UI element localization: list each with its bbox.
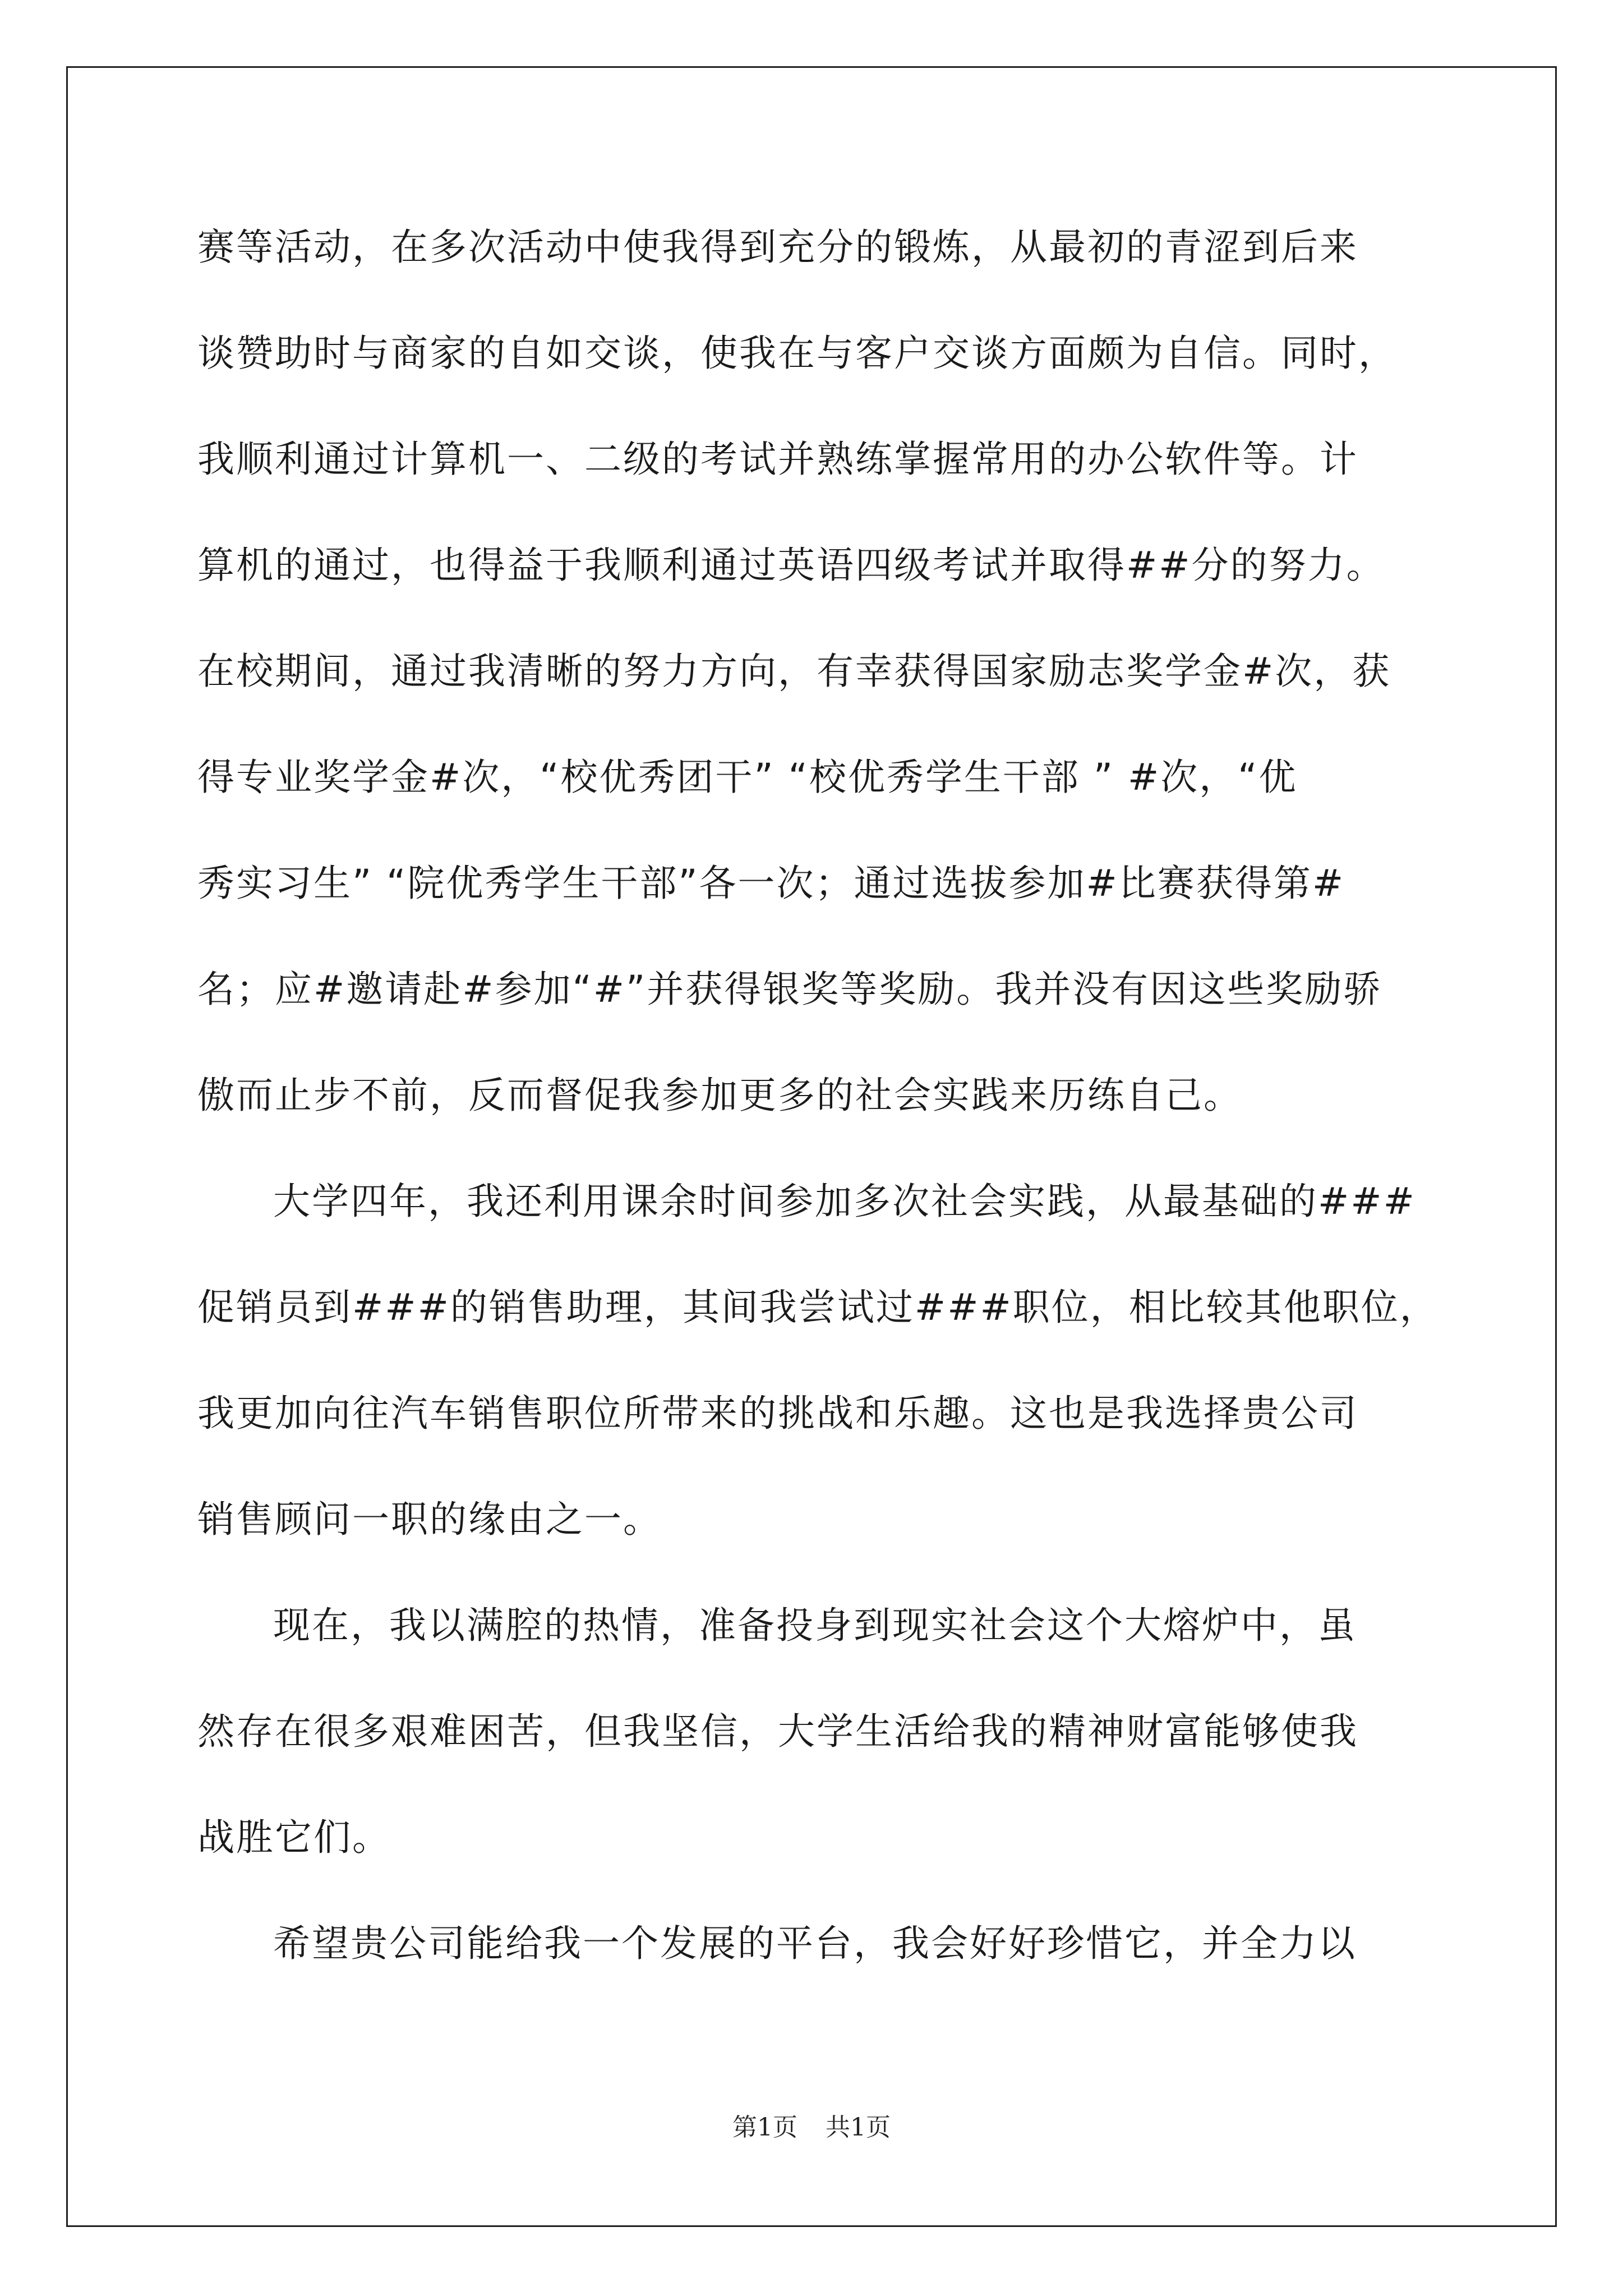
- text-line: 傲而止步不前，反而督促我参加更多的社会实践来历练自己。: [197, 1074, 1242, 1117]
- text-line: 我更加向往汽车销售职位所带来的挑战和乐趣。这也是我选择贵公司: [197, 1392, 1358, 1435]
- page-footer: [0, 2112, 1623, 2143]
- text-line: 算机的通过，也得益于我顺利通过英语四级考试并取得##分的努力。: [197, 544, 1385, 587]
- text-line: 谈赞助时与商家的自如交谈，使我在与客户交谈方面颇为自信。同时，: [197, 332, 1397, 375]
- page-border: [66, 66, 1557, 2227]
- paragraph-first-line: 大学四年，我还利用课余时间参加多次社会实践，从最基础的###: [273, 1180, 1416, 1223]
- text-line: 然存在很多艰难困苦，但我坚信，大学生活给我的精神财富能够使我: [197, 1710, 1358, 1753]
- page-number-current: 第1页: [732, 2113, 797, 2142]
- text-line: 在校期间，通过我清晰的努力方向，有幸获得国家励志奖学金#次，获: [197, 650, 1391, 693]
- text-line: 我顺利通过计算机一、二级的考试并熟练掌握常用的办公软件等。计: [197, 438, 1358, 481]
- text-line: 销售顾问一职的缘由之一。: [197, 1498, 662, 1541]
- paragraph-first-line: 现在，我以满腔的热情，准备投身到现实社会这个大熔炉中，虽: [273, 1604, 1357, 1647]
- text-line: 名；应#邀请赴#参加“#”并获得银奖等奖励。我并没有因这些奖励骄: [197, 968, 1382, 1011]
- text-line: 得专业奖学金#次，“校优秀团干” “校优秀学生干部 ” #次，“优: [197, 756, 1298, 799]
- paragraph-first-line: 希望贵公司能给我一个发展的平台，我会好好珍惜它，并全力以: [273, 1922, 1357, 1965]
- text-line: 赛等活动，在多次活动中使我得到充分的锻炼，从最初的青涩到后来: [197, 226, 1358, 269]
- page-number-total: 共1页: [826, 2113, 891, 2142]
- text-line: 战胜它们。: [197, 1816, 391, 1859]
- text-line: 秀实习生” “院优秀学生干部”各一次；通过选拔参加#比赛获得第#: [197, 862, 1345, 905]
- text-line: 促销员到###的销售助理，其间我尝试过###职位，相比较其他职位，: [197, 1286, 1438, 1329]
